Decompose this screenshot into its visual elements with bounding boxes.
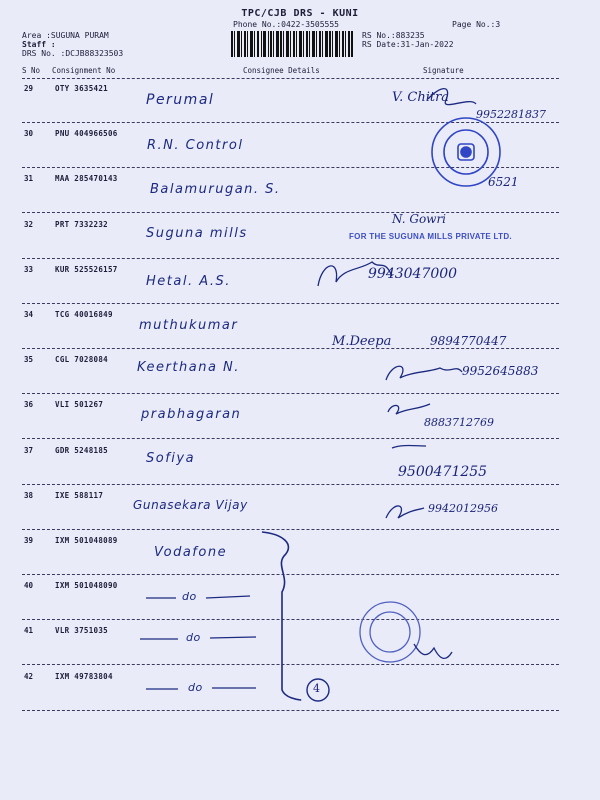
- row-consignment-number: MAA 285470143: [55, 174, 118, 183]
- page-number: Page No.:3: [452, 20, 501, 29]
- rs-date-label: RS Date:: [362, 40, 401, 49]
- row-consignment-number: VLR 3751035: [55, 626, 108, 635]
- rs-number-value: 883235: [395, 31, 425, 40]
- row-serial-number: 34: [24, 310, 34, 319]
- handwritten-phone: 8883712769: [424, 416, 494, 429]
- handwritten-signature: M.Deepa: [332, 334, 392, 349]
- rs-date-value: 31-Jan-2022: [400, 40, 454, 49]
- row-serial-number: 36: [24, 400, 34, 409]
- handwritten-consignee: Balamurugan. S.: [150, 182, 281, 197]
- handwritten-signature: V. Chitra: [392, 90, 450, 105]
- rs-number-label: RS No.:: [362, 31, 396, 40]
- handwritten-consignee: Sofiya: [146, 451, 196, 466]
- area-value: SUGUNA PURAM: [50, 31, 109, 40]
- row-consignment-number: IXE 588117: [55, 491, 104, 500]
- circled-count: 4: [313, 682, 320, 695]
- phone-number: Phone No.:0422-3505555: [233, 20, 339, 29]
- limited-seal-image: [360, 602, 420, 662]
- sheet-title: TPC/CJB DRS - KUNI: [241, 8, 359, 19]
- handwritten-consignee: R.N. Control: [147, 138, 244, 153]
- handwritten-consignee: prabhagaran: [141, 407, 242, 422]
- handwritten-consignee: Gunasekara Vijay: [133, 498, 248, 512]
- staff-label: Staff :: [22, 40, 56, 49]
- row-consignment-number: PNU 404966506: [55, 129, 118, 138]
- handwritten-consignee: muthukumar: [139, 318, 239, 333]
- drs-value: DCJB88323503: [65, 49, 124, 58]
- handwritten-consignee: Vodafone: [154, 545, 228, 560]
- row-consignment-number: PRT 7332232: [55, 220, 108, 229]
- row-serial-number: 31: [24, 174, 34, 183]
- handwritten-signature: N. Gowri: [392, 212, 447, 226]
- row-consignment-number: IXM 49783804: [55, 672, 113, 681]
- row-serial-number: 41: [24, 626, 34, 635]
- row-consignment-number: VLI 501267: [55, 400, 104, 409]
- handwritten-consignee: Keerthana N.: [137, 360, 240, 375]
- row-serial-number: 39: [24, 536, 34, 545]
- company-stamp-text: FOR THE SUGUNA MILLS PRIVATE LTD.: [349, 232, 512, 241]
- handwritten-phone: 9943047000: [368, 266, 458, 282]
- row-serial-number: 37: [24, 446, 34, 455]
- bracket-mark: [262, 532, 301, 700]
- handwritten-consignee: Suguna mills: [146, 226, 248, 241]
- row-serial-number: 40: [24, 581, 34, 590]
- handwritten-ditto: do: [182, 590, 197, 603]
- handwritten-ditto: do: [186, 631, 201, 644]
- row-serial-number: 33: [24, 265, 34, 274]
- handwritten-phone: 9952281837: [476, 108, 546, 121]
- row-consignment-number: IXM 501048090: [55, 581, 118, 590]
- column-header-signature: Signature: [423, 66, 464, 75]
- signature-scribbles: [318, 89, 476, 659]
- handwritten-phone: 9500471255: [398, 464, 488, 480]
- drs-label: DRS No. :: [22, 49, 66, 58]
- row-serial-number: 32: [24, 220, 34, 229]
- row-consignment-number: OTY 3635421: [55, 84, 108, 93]
- handwritten-phone: 9952645883: [462, 364, 539, 378]
- row-serial-number: 30: [24, 129, 34, 138]
- column-header-consignment: Consignment No: [52, 66, 116, 75]
- row-serial-number: 29: [24, 84, 34, 93]
- handwritten-consignee: Hetal. A.S.: [146, 274, 231, 289]
- row-serial-number: 42: [24, 672, 34, 681]
- handwritten-phone: 6521: [488, 175, 519, 189]
- handwritten-phone: 9942012956: [428, 502, 498, 515]
- row-consignment-number: CGL 7028084: [55, 355, 108, 364]
- row-consignment-number: TCG 40016849: [55, 310, 113, 319]
- handwritten-ditto: do: [188, 681, 203, 694]
- handwritten-phone: 9894770447: [430, 334, 507, 348]
- row-serial-number: 35: [24, 355, 34, 364]
- row-consignment-number: IXM 501048089: [55, 536, 118, 545]
- handwritten-consignee: Perumal: [146, 92, 215, 108]
- row-consignment-number: KUR 525526157: [55, 265, 118, 274]
- column-header-consignee: Consignee Details: [243, 66, 320, 75]
- area-label: Area :: [22, 31, 51, 40]
- column-header-sno: S No: [22, 66, 41, 75]
- row-serial-number: 38: [24, 491, 34, 500]
- row-consignment-number: GDR 5248185: [55, 446, 108, 455]
